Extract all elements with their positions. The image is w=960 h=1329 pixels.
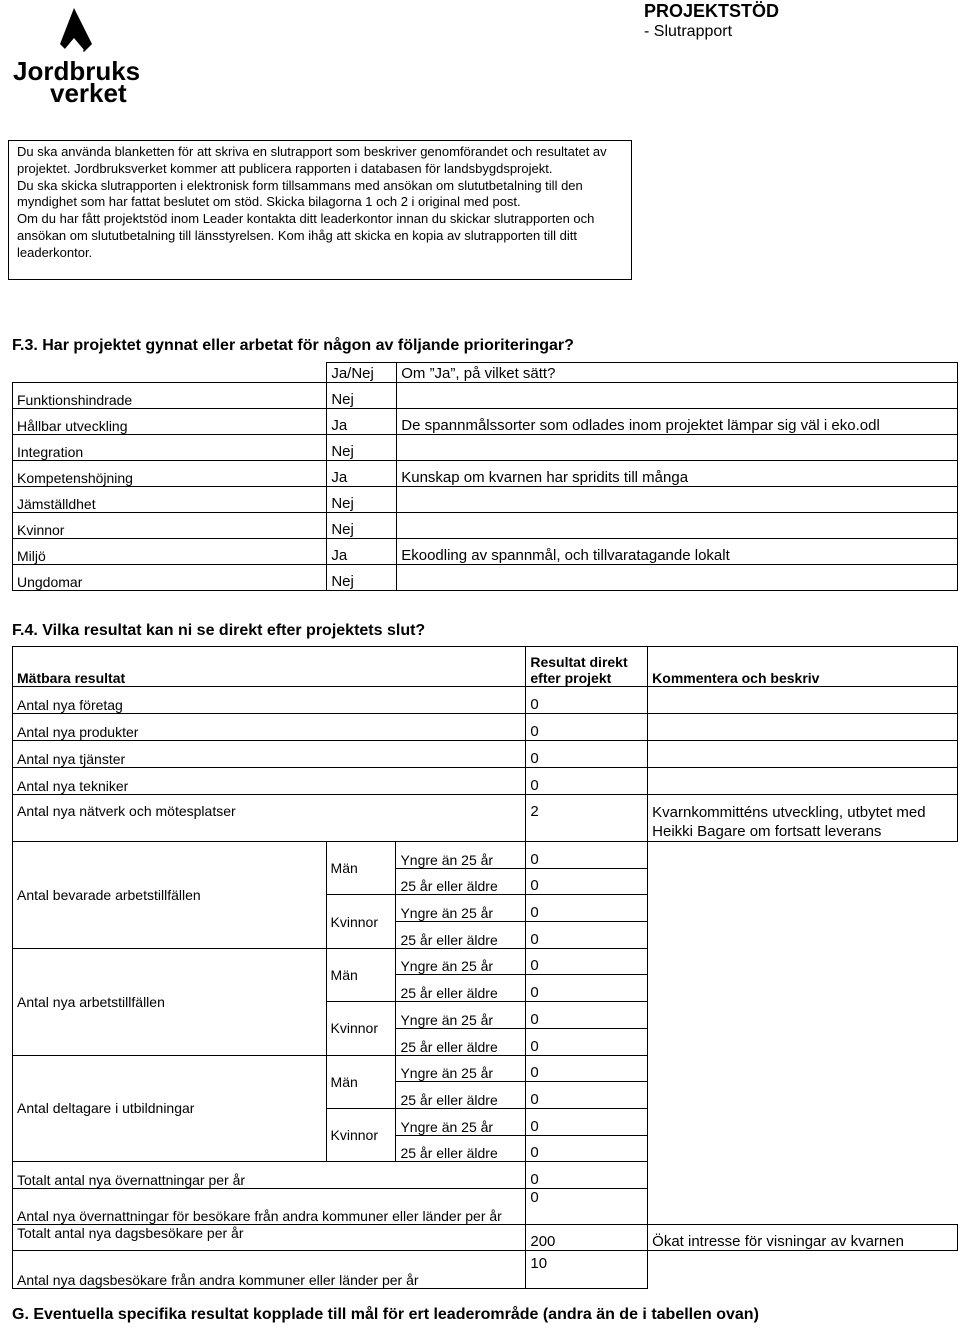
result-value-field[interactable]: 0 (526, 1162, 648, 1189)
result-value-field[interactable]: 200 (526, 1225, 648, 1251)
gender-label: Kvinnor (326, 1002, 396, 1055)
logo-line1: Jordbruks (13, 56, 140, 86)
age-label: Yngre än 25 år (396, 1002, 526, 1029)
priority-label: Ungdomar (13, 565, 327, 591)
table-row (13, 1189, 958, 1225)
age-label: 25 år eller äldre (396, 922, 526, 949)
gender-label: Män (326, 842, 396, 895)
section-g-heading: G. Eventuella specifika resultat kopplade till mål för ert leaderområde (andra än de i tabellen ovan) (12, 1306, 759, 1323)
section-f4-heading: F.4. Vilka resultat kan ni se direkt efter projektets slut? (12, 622, 426, 639)
table-row (13, 409, 958, 435)
result-value-field[interactable]: 0 (526, 868, 648, 895)
priority-label: Jämställdhet (13, 487, 327, 513)
result-label: Antal nya nätverk och mötesplatser (13, 795, 526, 842)
gender-label: Kvinnor (326, 1108, 396, 1161)
result-comment-field[interactable]: Kvarnkommitténs utveckling, utbytet med Heikki Bagare om fortsatt leverans (648, 795, 958, 842)
priority-value-field[interactable]: Nej (327, 565, 397, 591)
col-janej-header: Ja/Nej (327, 363, 397, 383)
priority-value-field[interactable]: Ja (327, 461, 397, 487)
age-label: 25 år eller äldre (396, 1082, 526, 1109)
instruction-paragraph: Du ska använda blanketten för att skriva en slutrapport som beskriver genomförandet och resultatet av projektet. Jordbruksverket kommer att publicera rapporten i databasen för landsbygdsprojekt. (17, 144, 607, 176)
gender-label: Män (326, 948, 396, 1001)
table-row (13, 513, 958, 539)
priority-how-field[interactable] (397, 565, 958, 591)
result-label: Antal nya produkter (13, 714, 526, 741)
table-row (13, 461, 958, 487)
priority-value-field[interactable]: Ja (327, 539, 397, 565)
result-value-field[interactable]: 0 (526, 1135, 648, 1162)
priority-value-field[interactable]: Nej (327, 513, 397, 539)
table-row (13, 1251, 958, 1289)
col-measure-header: Mätbara resultat (13, 647, 526, 687)
col-result-header: Resultat direkt efter projekt (526, 647, 648, 687)
result-label: Totalt antal nya dagsbesökare per år (13, 1225, 526, 1251)
document-title: PROJEKTSTÖD (644, 1, 780, 21)
table-row (13, 795, 958, 842)
result-value-field[interactable]: 0 (526, 922, 648, 949)
results-table (12, 646, 958, 1289)
age-label: Yngre än 25 år (396, 1108, 526, 1135)
result-value-field[interactable]: 0 (526, 768, 648, 795)
result-value-field[interactable]: 0 (526, 687, 648, 714)
result-comment-field[interactable] (648, 687, 958, 714)
priority-value-field[interactable]: Nej (327, 383, 397, 409)
group-label: Antal bevarade arbetstillfällen (13, 842, 327, 949)
result-comment-field[interactable] (648, 768, 958, 795)
priority-how-field[interactable]: Kunskap om kvarnen har spridits till många (397, 461, 958, 487)
group-label: Antal deltagare i utbildningar (13, 1055, 327, 1162)
logo-line2: verket (50, 78, 127, 104)
priority-value-field[interactable]: Ja (327, 409, 397, 435)
age-label: 25 år eller äldre (396, 1028, 526, 1055)
section-f3-heading: F.3. Har projektet gynnat eller arbetat för någon av följande prioriteringar? (12, 337, 574, 354)
table-row (13, 383, 958, 409)
priority-label: Kvinnor (13, 513, 327, 539)
table-row (13, 948, 958, 975)
table-row (13, 1225, 958, 1251)
result-value-field[interactable]: 0 (526, 1108, 648, 1135)
result-comment-field[interactable] (648, 741, 958, 768)
document-subtitle: - Slutrapport (644, 23, 733, 40)
priority-how-field[interactable] (397, 435, 958, 461)
result-comment-field[interactable]: Ökat intresse för visningar av kvarnen (648, 1225, 958, 1251)
table-row (13, 435, 958, 461)
group-label: Antal nya arbetstillfällen (13, 948, 327, 1055)
age-label: 25 år eller äldre (396, 975, 526, 1002)
result-value-field[interactable]: 0 (526, 1028, 648, 1055)
instruction-paragraph: Du ska skicka slutrapporten i elektronisk form tillsammans med ansökan om slututbetalning till den myndighet som har fattat beslutet om stöd. Skicka bilagorna 1 och 2 i original med post. (17, 177, 583, 210)
result-value-field[interactable]: 0 (526, 1189, 648, 1225)
result-value-field[interactable]: 0 (526, 741, 648, 768)
table-row (13, 714, 958, 741)
result-value-field[interactable]: 0 (526, 895, 648, 922)
priority-value-field[interactable]: Nej (327, 435, 397, 461)
result-comment-field[interactable] (648, 714, 958, 741)
instruction-paragraph: Om du har fått projektstöd inom Leader kontakta ditt leaderkontor innan du skickar slutrapporten och ansökan om slututbetalning till länsstyrelsen. Kom ihåg att skicka en kopia av slutrapporten till ditt leaderkontor. (17, 211, 595, 260)
table-row (13, 687, 958, 714)
instructions-box (8, 140, 632, 280)
priority-how-field[interactable]: De spannmålssorter som odlades inom projektet lämpar sig väl i eko.odl (397, 409, 958, 435)
table-row (13, 565, 958, 591)
gender-label: Kvinnor (326, 895, 396, 948)
gender-label: Män (326, 1055, 396, 1108)
priority-label: Integration (13, 435, 327, 461)
priority-label: Hållbar utveckling (13, 409, 327, 435)
age-label: Yngre än 25 år (396, 895, 526, 922)
table-row (13, 741, 958, 768)
result-value-field[interactable]: 0 (526, 975, 648, 1002)
result-value-field[interactable]: 0 (526, 714, 648, 741)
result-value-field[interactable]: 0 (526, 1055, 648, 1082)
result-value-field[interactable]: 0 (526, 948, 648, 975)
age-label: 25 år eller äldre (396, 868, 526, 895)
result-label: Antal nya dagsbesökare från andra kommuner eller länder per år (13, 1251, 526, 1289)
priority-value-field[interactable]: Nej (327, 487, 397, 513)
priority-label: Funktionshindrade (13, 383, 327, 409)
jordbruksverket-logo (10, 4, 140, 104)
priority-how-field[interactable] (397, 513, 958, 539)
result-label: Antal nya tekniker (13, 768, 526, 795)
result-value-field[interactable]: 0 (526, 1002, 648, 1029)
table-row (13, 768, 958, 795)
result-label: Antal nya företag (13, 687, 526, 714)
result-label: Antal nya övernattningar för besökare från andra kommuner eller länder per år (13, 1189, 526, 1225)
table-row (13, 1162, 958, 1189)
result-label: Antal nya tjänster (13, 741, 526, 768)
priority-how-field[interactable] (397, 487, 958, 513)
priority-how-field[interactable]: Ekoodling av spannmål, och tillvaratagande lokalt (397, 539, 958, 565)
table-row (13, 539, 958, 565)
priority-label: Kompetenshöjning (13, 461, 327, 487)
table-row (13, 1055, 958, 1082)
age-label: Yngre än 25 år (396, 1055, 526, 1082)
col-comment-header: Kommentera och beskriv (648, 647, 958, 687)
result-value-field[interactable]: 0 (526, 1082, 648, 1109)
priorities-table (12, 362, 958, 591)
priority-how-field[interactable] (397, 383, 958, 409)
result-value-field[interactable]: 10 (526, 1251, 648, 1289)
result-value-field[interactable]: 2 (526, 795, 648, 842)
age-label: 25 år eller äldre (396, 1135, 526, 1162)
result-value-field[interactable]: 0 (526, 842, 648, 869)
age-label: Yngre än 25 år (396, 842, 526, 869)
result-label: Totalt antal nya övernattningar per år (13, 1162, 526, 1189)
col-how-header: Om ”Ja”, på vilket sätt? (397, 363, 958, 383)
table-row (13, 842, 958, 869)
table-row (13, 487, 958, 513)
priority-label: Miljö (13, 539, 327, 565)
age-label: Yngre än 25 år (396, 948, 526, 975)
